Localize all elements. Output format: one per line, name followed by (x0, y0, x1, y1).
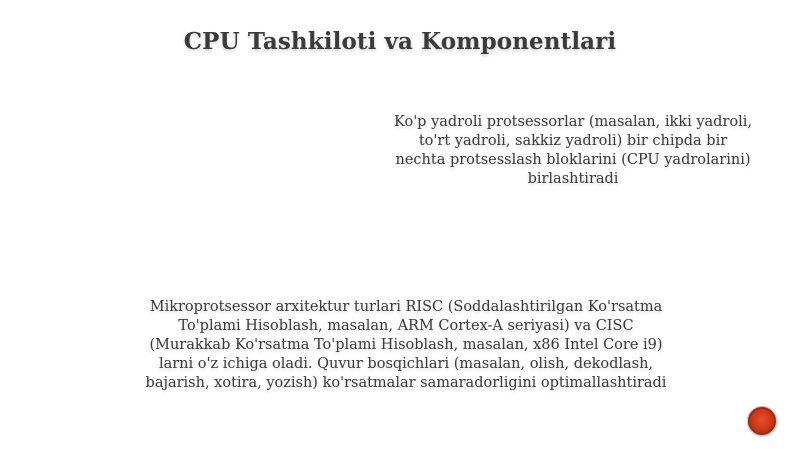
slide-title: CPU Tashkiloti va Komponentlari (183, 28, 617, 55)
text-line: birlashtiradi (527, 171, 619, 187)
text-line: bajarish, xotira, yozish) ko'rsatmalar samaradorligini optimallashtiradi (145, 375, 667, 391)
text-line: nechta protsesslash bloklarini (CPU yadrolarini) (395, 152, 751, 168)
text-line: Mikroprotsessor arxitektur turlari RISC (Soddalashtirilgan Ko'rsatma (149, 299, 663, 315)
text-block-multicore (392, 113, 754, 189)
text-line: (Murakkab Ko'rsatma To'plami Hisoblash, masalan, x86 Intel Core i9) (149, 337, 663, 353)
text-line: larni o'z ichiga oladi. Quvur bosqichlari (masalan, olish, dekodlash, (158, 356, 654, 372)
slide-nav-button[interactable] (748, 407, 776, 435)
text-block-architecture (142, 298, 670, 393)
text-line: Ko'p yadroli protsessorlar (masalan, ikki yadroli, (394, 114, 752, 130)
text-line: To'plami Hisoblash, masalan, ARM Cortex-A seriyasi) va CISC (178, 318, 634, 334)
text-line: to'rt yadroli, sakkiz yadroli) bir chipda bir (418, 133, 728, 149)
